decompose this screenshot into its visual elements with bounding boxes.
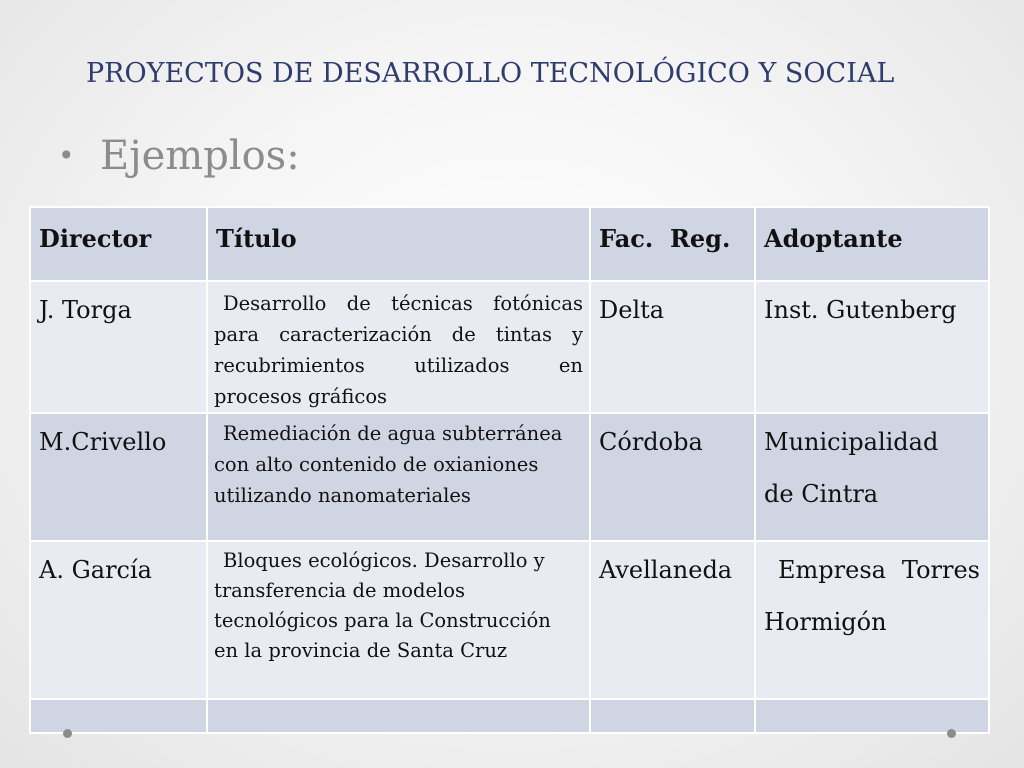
header-director: Director (30, 207, 207, 281)
corner-dot-icon (63, 729, 72, 738)
cell-facreg: Delta (590, 281, 755, 413)
cell-adoptante (755, 699, 989, 733)
header-facreg: Fac. Reg. (590, 207, 755, 281)
cell-titulo (207, 699, 590, 733)
bullet-item (58, 133, 300, 179)
cell-facreg (590, 699, 755, 733)
slide-title: PROYECTOS DE DESARROLLO TECNOLÓGICO Y SOCIAL (86, 58, 895, 89)
projects-table (29, 206, 990, 734)
table-header-row (30, 207, 989, 281)
cell-adoptante: Municipalidad de Cintra (755, 413, 989, 541)
cell-titulo: Bloques ecológicos. Desarrollo y transferencia de modelos tecnológicos para la Construcción en la provincia de Santa Cruz (207, 541, 590, 699)
header-titulo: Título (207, 207, 590, 281)
cell-titulo: Remediación de agua subterránea con alto contenido de oxianiones utilizando nanomateriales (207, 413, 590, 541)
cell-titulo: Desarrollo de técnicas fotónicas para caracterización de tintas y recubrimientos utilizados en procesos gráficos (207, 281, 590, 413)
table-row (30, 699, 989, 733)
table-row (30, 281, 989, 413)
cell-director: A. García (30, 541, 207, 699)
header-adoptante: Adoptante (755, 207, 989, 281)
cell-director (30, 699, 207, 733)
bullet-text: Ejemplos: (100, 133, 300, 179)
cell-director: J. Torga (30, 281, 207, 413)
cell-facreg: Avellaneda (590, 541, 755, 699)
cell-director: M.Crivello (30, 413, 207, 541)
bullet-dot-icon: • (58, 138, 75, 172)
cell-facreg: Córdoba (590, 413, 755, 541)
corner-dot-icon (947, 729, 956, 738)
table-row (30, 413, 989, 541)
table-row (30, 541, 989, 699)
cell-adoptante: Inst. Gutenberg (755, 281, 989, 413)
cell-adoptante: Empresa Torres Hormigón (755, 541, 989, 699)
